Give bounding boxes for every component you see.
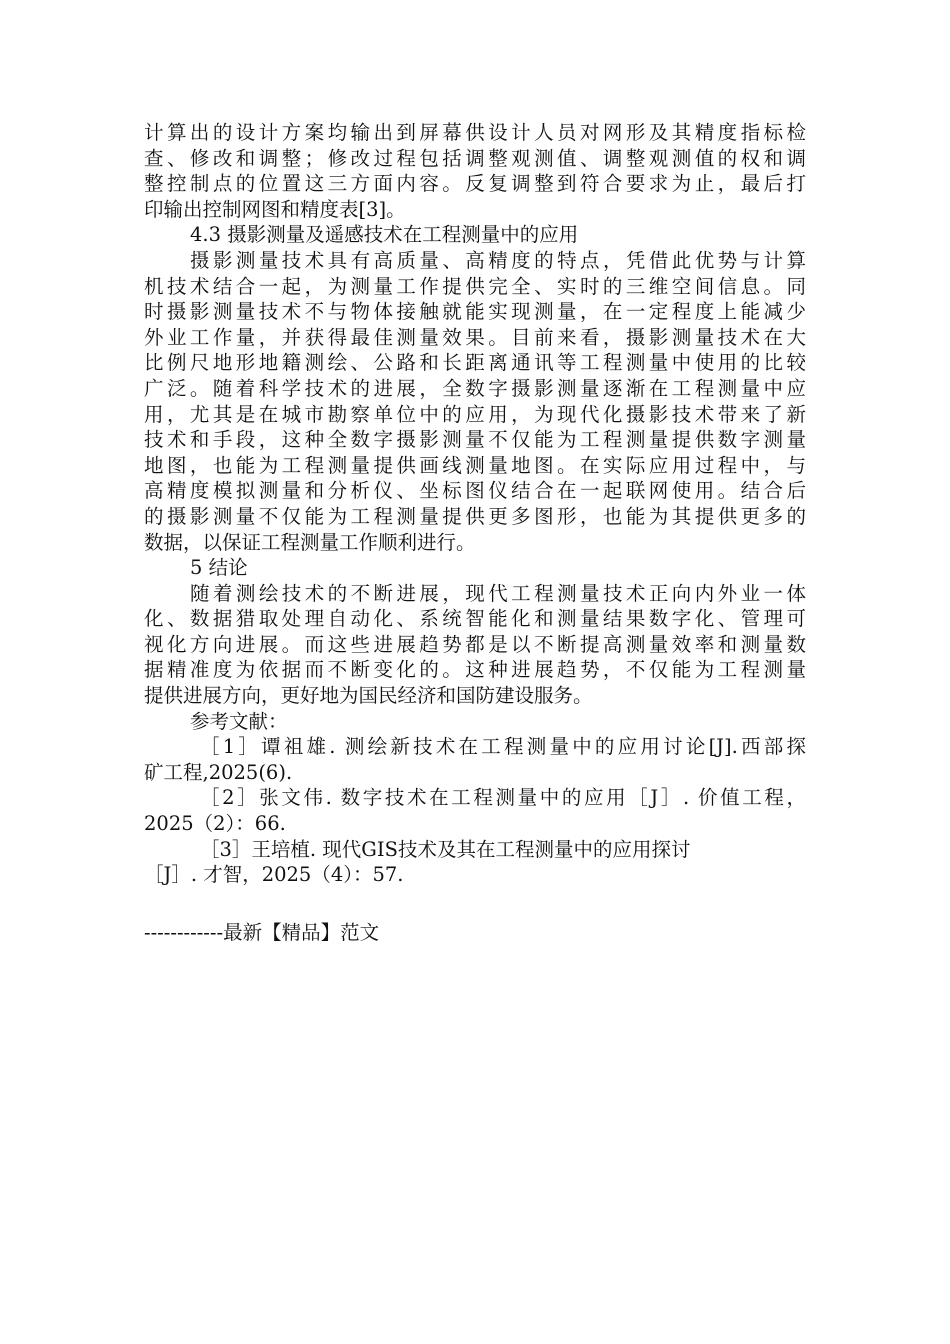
section-heading: 4.3 摄影测量及遥感技术在工程测量中的应用 [190,223,579,247]
text-line: 整控制点的位置这三方面内容。反复调整到符合要求为止，最后打 [144,172,806,196]
section-5 [144,555,806,709]
text-line: 视化方向进展。而这些进展趋势都是以不断提高测量效率和测量数 [144,632,806,656]
reference-line: ［2］张文伟. 数字技术在工程测量中的应用［J］. 价值工程， [200,786,806,810]
text-line: 地图，也能为工程测量提供画线测量地图。在实际应用过程中，与 [144,453,806,477]
text-line: 查、修改和调整；修改过程包括调整观测值、调整观测值的权和调 [144,146,806,170]
text-line: 数据，以保证工程测量工作顺利进行。 [144,530,476,554]
text-line: 的摄影测量不仅能为工程测量提供更多图形，也能为其提供更多的 [144,504,806,528]
reference-item [144,837,806,888]
text-line: 技术和手段，这种全数字摄影测量不仅能为工程测量提供数字测量 [144,428,806,452]
text-line: 计算出的设计方案均输出到屏幕供设计人员对网形及其精度指标检 [144,121,806,144]
references-heading: 参考文献： [190,709,288,733]
footer-text: ------------最新【精品】范文 [144,921,380,944]
paragraph-continued [144,120,806,222]
reference-item [144,734,806,785]
text-line: 摄影测量技术具有高质量、高精度的特点，凭借此优势与计算 [190,248,806,272]
text-line: 比例尺地形地籍测绘、公路和长距离通讯等工程测量中使用的比较 [144,351,806,375]
section-4-3 [144,222,806,555]
text-line: 用，尤其是在城市勘察单位中的应用，为现代化摄影技术带来了新 [144,402,806,426]
reference-line: ［J］. 才智，2025（4）：57. [144,863,404,887]
reference-line: ［1］谭祖雄. 测绘新技术在工程测量中的应用讨论[J].西部探 [200,735,806,759]
text-line: 机技术结合一起，为测量工作提供完全、实时的三维空间信息。同 [144,274,806,298]
references [144,709,806,888]
text-line: 提供进展方向，更好地为国民经济和国防建设服务。 [144,684,593,708]
text-line: 时摄影测量技术不与物体接触就能实现测量，在一定程度上能减少 [144,300,806,324]
text-line: 随着测绘技术的不断进展，现代工程测量技术正向内外业一体 [190,581,806,605]
text-line: 据精准度为依据而不断变化的。这种进展趋势，不仅能为工程测量 [144,658,806,682]
text-line: 高精度模拟测量和分析仪、坐标图仪结合在一起联网使用。结合后 [144,479,806,503]
text-line: 外业工作量，并获得最佳测量效果。目前来看，摄影测量技术在大 [144,325,806,349]
text-line: 广泛。随着科学技术的进展，全数字摄影测量逐渐在工程测量中应 [144,376,806,400]
reference-item [144,785,806,836]
reference-line: 矿工程,2025(6). [144,760,293,784]
reference-line: ［3］王培植. 现代GIS技术及其在工程测量中的应用探讨 [200,837,691,861]
section-heading: 5 结论 [190,556,248,580]
document-page [144,120,806,888]
reference-line: 2025（2）：66. [144,812,286,836]
text-line: 化、数据猎取处理自动化、系统智能化和测量结果数字化、管理可 [144,607,806,631]
text-line: 印输出控制网图和精度表[3]。 [144,197,406,221]
